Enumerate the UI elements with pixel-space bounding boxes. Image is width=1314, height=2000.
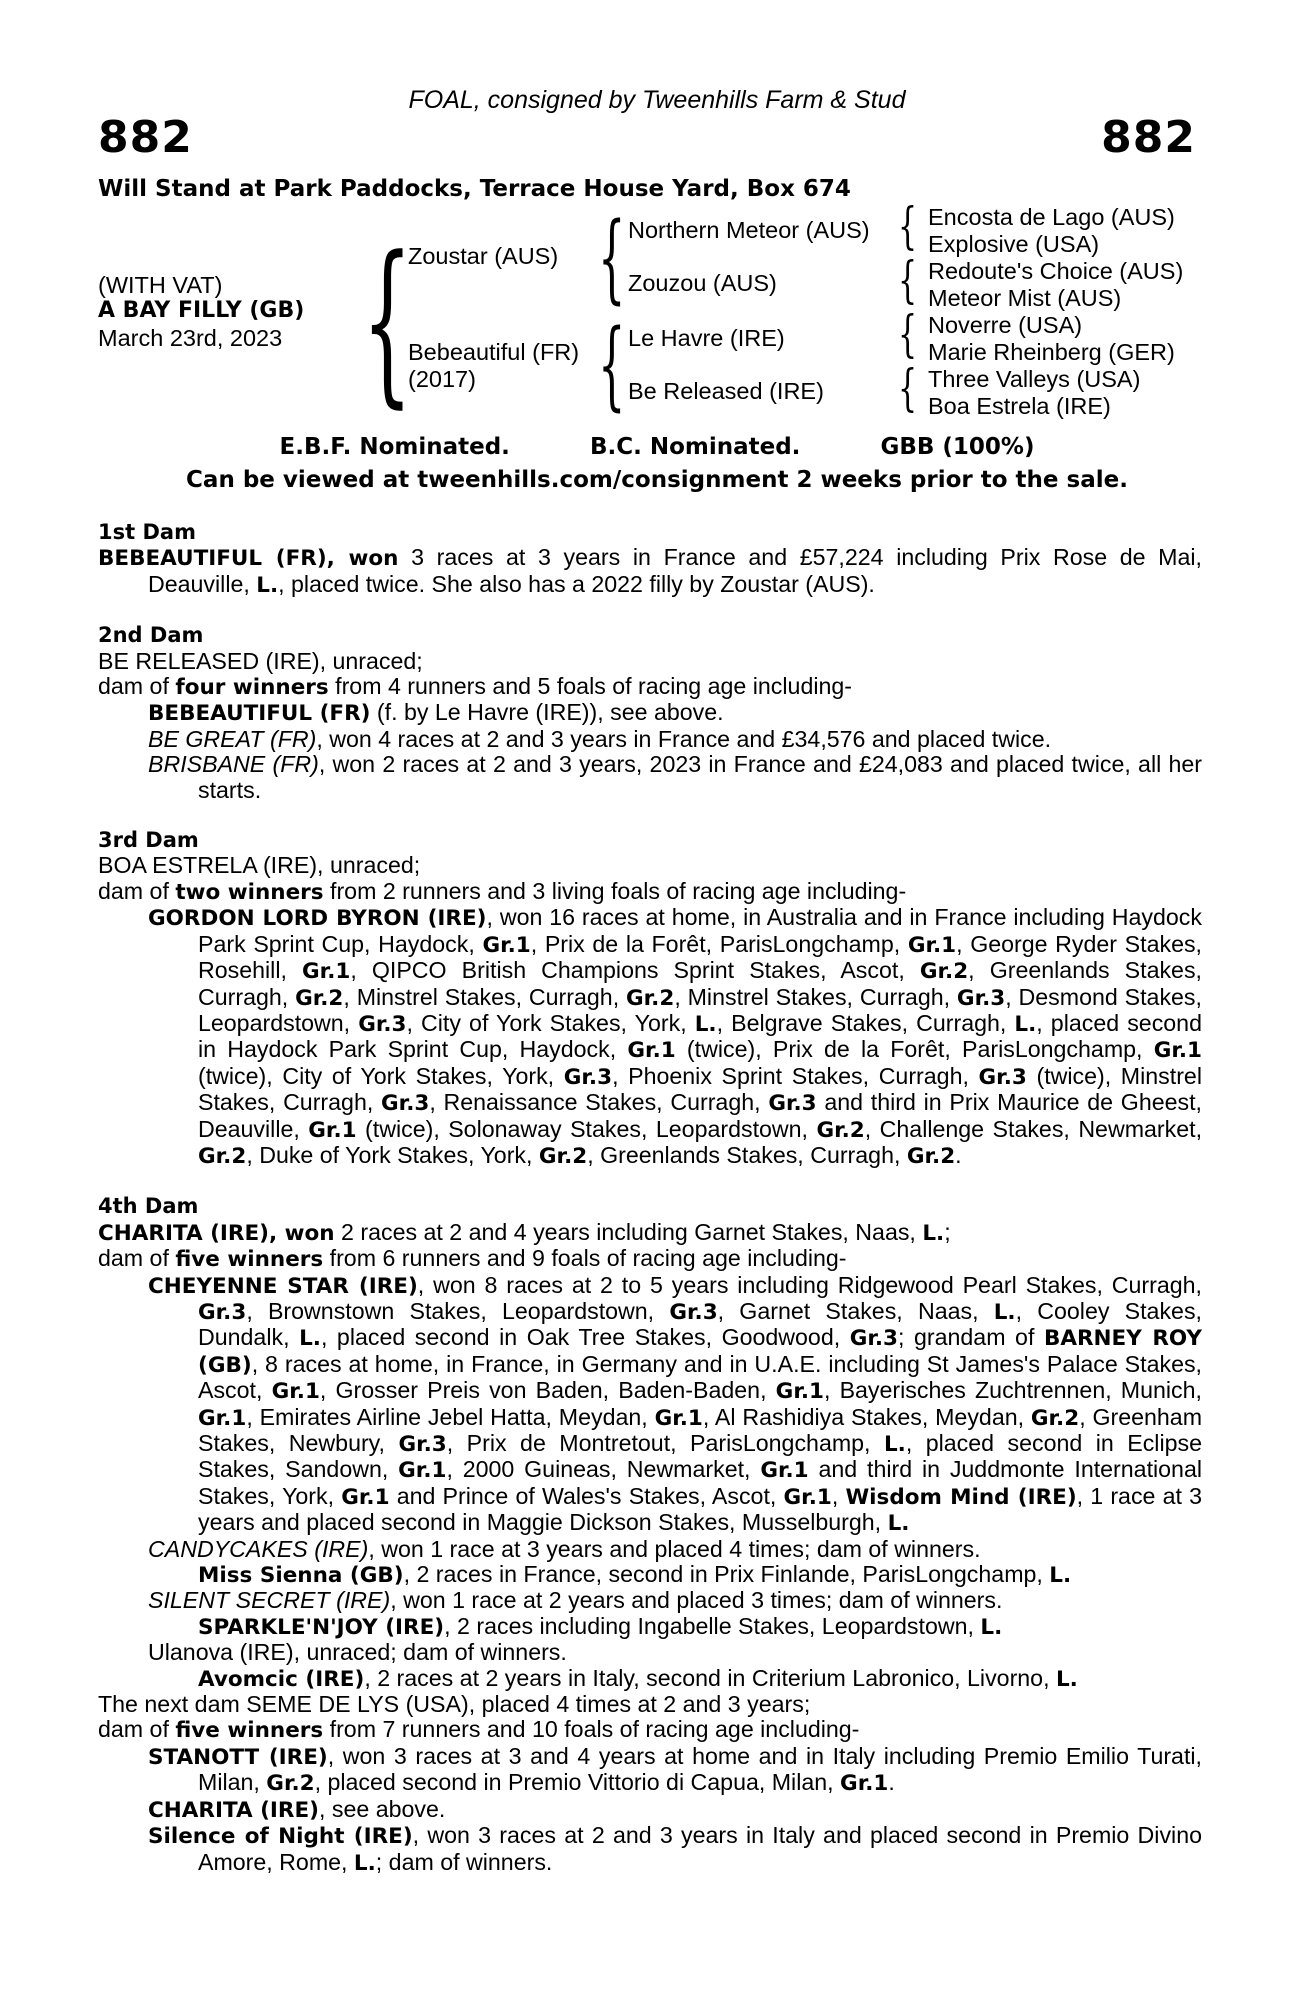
sire-dam: Zouzou (AUS) [628, 270, 777, 296]
dam-name: Bebeautiful (FR) [408, 339, 580, 365]
text: , Cooley Stakes, Dundalk, [198, 1297, 1202, 1351]
text: , Duke of York Stakes, York, [246, 1141, 539, 1168]
text: , won 3 races at 2 and 3 years in Italy and placed second in Premio Divino Amore, Rome, [198, 1822, 1202, 1875]
brace-g4: { [898, 359, 918, 417]
pedigree-paragraph [98, 853, 1202, 878]
text: and third in Juddmonte International Stakes, York, [198, 1456, 1203, 1509]
dam-heading: 1st Dam [98, 520, 196, 544]
brace-dam-parents: { [598, 309, 626, 421]
text: from 4 runners and 5 foals of racing age including- [328, 673, 853, 700]
bold-text: Gr.1 [783, 1484, 832, 1510]
viewing-note: Can be viewed at tweenhills.com/consignment 2 weeks prior to the sale. [186, 467, 1128, 493]
sire-name: Zoustar (AUS) [408, 243, 559, 269]
bold-text: CHARITA (IRE) [148, 1797, 319, 1823]
vat-note: (WITH VAT) [98, 272, 223, 298]
bold-text: Gr.1 [760, 1458, 809, 1484]
text: , won 2 races at 2 and 3 years, 2023 in France and £24,083 and placed twice, all her starts. [198, 751, 1202, 803]
italic-text: BRISBANE (FR) [148, 751, 319, 778]
bold-text: L. [256, 572, 279, 598]
text: (twice), Prix de la Forêt, ParisLongchamp, [675, 1036, 1154, 1063]
pedigree-paragraph [98, 545, 1202, 598]
dam-section [98, 623, 1202, 803]
text: , won 1 race at 2 years and placed 3 times; dam of winners. [390, 1587, 1003, 1614]
text: , Challenge Stakes, Newmarket, [864, 1115, 1203, 1142]
nominations-row [0, 434, 1314, 460]
text: , Minstrel Stakes, Curragh, [674, 983, 957, 1010]
bold-text: Gr.1 [627, 1038, 676, 1064]
pedigree-paragraph [98, 1717, 1202, 1743]
brace-g1: { [898, 197, 918, 255]
bold-text: Gr.3 [978, 1064, 1027, 1090]
bold-text: two winners [175, 879, 324, 905]
text: , Renaissance Stakes, Curragh, [429, 1089, 769, 1116]
text: , Desmond Stakes, Leopardstown, [198, 983, 1202, 1036]
bold-text: Gr.3 [563, 1064, 613, 1090]
dam-dam: Be Released (IRE) [628, 378, 824, 404]
text: , Greenham Stakes, Newbury, [198, 1403, 1203, 1456]
text: 2 races at 2 and 4 years including Garnet Stakes, Naas, [334, 1218, 923, 1245]
pedigree-paragraph [98, 1614, 1202, 1640]
text: (twice), Solonaway Stakes, Leopardstown, [356, 1115, 817, 1142]
pedigree-paragraph [98, 1744, 1202, 1797]
sire-sire: Northern Meteor (AUS) [628, 217, 870, 243]
bold-text: L. [993, 1299, 1016, 1325]
dam-heading: 4th Dam [98, 1194, 199, 1219]
brace-sire-parents: { [598, 202, 626, 314]
text: ; dam of winners. [375, 1848, 553, 1875]
bold-text: Gr.1 [907, 932, 957, 958]
bold-text: BEBEAUTIFUL (FR), won [98, 546, 399, 572]
bold-text: L. [922, 1220, 945, 1246]
bold-text: Gr.2 [626, 985, 675, 1011]
sire-sire-dam: Explosive (USA) [928, 231, 1100, 257]
pedigree-paragraph [98, 1246, 1202, 1272]
bold-text: Gr.3 [381, 1091, 430, 1117]
text: , Greenlands Stakes, Curragh, [587, 1141, 907, 1168]
text: . [888, 1769, 895, 1796]
pedigree-paragraph [98, 1797, 1202, 1823]
text: from 6 runners and 9 foals of racing age including- [323, 1245, 847, 1272]
text: Ulanova (IRE), unraced; dam of winners. [148, 1639, 567, 1666]
dam-dam-dam: Boa Estrela (IRE) [928, 393, 1111, 419]
bold-text: CHEYENNE STAR (IRE) [148, 1273, 418, 1299]
text: The next dam SEME DE LYS (USA), placed 4 times at 2 and 3 years; [98, 1691, 811, 1718]
pedigree-paragraph [98, 1220, 1202, 1246]
pedigree-paragraph [98, 1273, 1202, 1537]
bc-nomination: B.C. Nominated. [589, 434, 801, 460]
pedigree-paragraph [98, 1562, 1202, 1588]
bold-text: L. [353, 1850, 376, 1876]
text: , Greenlands Stakes, Curragh, [198, 957, 1202, 1010]
pedigree-paragraph [98, 1666, 1202, 1692]
lot-number-right: 882 [1101, 112, 1196, 163]
bold-text: Gr.1 [271, 1379, 320, 1405]
bold-text: Gr.2 [295, 985, 344, 1011]
text: , Prix de Montretout, ParisLongchamp, [446, 1430, 884, 1456]
text: , placed twice. She also has a 2022 filly by Zoustar (AUS). [278, 570, 875, 597]
italic-text: BE GREAT (FR) [148, 725, 317, 752]
gbb-status: GBB (100%) [880, 434, 1035, 460]
pedigree-paragraph [98, 727, 1202, 752]
text: from 7 runners and 10 foals of racing age including- [323, 1716, 860, 1743]
text: , Al Rashidiya Stakes, Meydan, [702, 1403, 1031, 1430]
consignor-line: FOAL, consigned by Tweenhills Farm & Stud [408, 86, 906, 114]
text: , Emirates Airline Jebel Hatta, Meydan, [246, 1403, 655, 1430]
horse-name: A BAY FILLY (GB) [98, 298, 305, 323]
bold-text: Gr.1 [398, 1458, 447, 1484]
bold-text: SPARKLE'N'JOY (IRE) [198, 1614, 445, 1640]
dam-section [98, 520, 1202, 598]
bold-text: Gr.2 [919, 959, 969, 985]
bold-text: Gr.1 [302, 959, 351, 985]
bold-text: Gr.2 [538, 1143, 588, 1169]
pedigree-paragraph [98, 752, 1202, 803]
dam-sire: Le Havre (IRE) [628, 325, 785, 351]
text: , won 3 races at 3 and 4 years at home and in Italy including Premio Emilio Turati, Milan, [198, 1742, 1202, 1796]
text: , Bayerisches Zuchtrennen, Munich, [823, 1377, 1202, 1404]
pedigree-paragraph [98, 1537, 1202, 1562]
catalogue-body [98, 520, 1202, 1901]
text: , Minstrel Stakes, Curragh, [343, 983, 626, 1010]
bold-text: L. [694, 1011, 717, 1037]
bold-text: five winners [175, 1718, 324, 1744]
text: , 8 races at home, in France, in Germany and in U.A.E. including St James's Palace Stakes, Ascot, [198, 1350, 1202, 1404]
bold-text: Gr.2 [906, 1143, 956, 1169]
dam-section [98, 828, 1202, 1169]
text: , Brownstown Stakes, Leopardstown, [246, 1297, 670, 1324]
bold-text: five winners [175, 1247, 324, 1273]
ebf-nomination: E.B.F. Nominated. [279, 434, 510, 460]
bold-text: Gr.3 [398, 1432, 447, 1457]
bold-text: Gr.1 [198, 1405, 247, 1431]
sire-sire-sire: Encosta de Lago (AUS) [928, 204, 1175, 230]
bold-text: four winners [175, 675, 329, 701]
bold-text: Gr.2 [1030, 1405, 1080, 1431]
text: BE RELEASED (IRE), unraced; [98, 647, 423, 674]
text: ; [944, 1218, 951, 1245]
bold-text: Avomcic (IRE) [198, 1666, 365, 1692]
bold-text: Gr.2 [198, 1143, 247, 1169]
bold-text: Gr.1 [654, 1405, 703, 1431]
text: (f. by Le Havre (IRE)), see above. [370, 699, 724, 726]
dam-sire-dam: Marie Rheinberg (GER) [928, 339, 1175, 365]
italic-text: CANDYCAKES (IRE) [148, 1535, 369, 1562]
text: ; grandam of [898, 1324, 1044, 1351]
brace-g3: { [898, 305, 918, 363]
pedigree-paragraph [98, 1588, 1202, 1613]
italic-text: SILENT SECRET (IRE) [148, 1587, 391, 1614]
text: dam of [98, 1245, 176, 1272]
bold-text: L. [887, 1511, 910, 1537]
bold-text: BEBEAUTIFUL (FR) [148, 701, 371, 727]
pedigree-paragraph [98, 649, 1202, 674]
pedigree-paragraph [98, 905, 1202, 1169]
bold-text: STANOTT (IRE) [148, 1744, 328, 1770]
text: dam of [98, 1716, 176, 1743]
text: , won 16 races at home, in Australia and in France including Haydock Park Sprint Cup, Haydock, [198, 904, 1202, 957]
bold-text: Silence of Night (IRE) [148, 1824, 413, 1850]
bold-text: Gr.3 [768, 1091, 817, 1117]
bold-text: Gr.1 [775, 1379, 824, 1405]
pedigree-paragraph [98, 674, 1202, 700]
bold-text: Gr.1 [308, 1117, 357, 1143]
brace-g2: { [898, 251, 918, 309]
brace-sire-dam: { [362, 219, 413, 424]
sire-dam-sire: Redoute's Choice (AUS) [928, 258, 1184, 284]
text: , George Ryder Stakes, Rosehill, [198, 930, 1203, 984]
pedigree-paragraph [98, 1692, 1202, 1717]
bold-text: L. [883, 1432, 906, 1457]
text: . [955, 1141, 962, 1168]
bold-text: Gr.1 [840, 1771, 889, 1797]
dam-dam-sire: Three Valleys (USA) [928, 366, 1141, 392]
text: and third in Prix Maurice de Gheest, Deauville, [198, 1089, 1202, 1142]
pedigree-paragraph [98, 879, 1202, 905]
bold-text: Gr.3 [849, 1326, 899, 1352]
text: , placed second in Haydock Park Sprint Cup, Haydock, [198, 1009, 1202, 1063]
bold-text: CHARITA (IRE), won [98, 1220, 335, 1246]
text: , see above. [318, 1795, 446, 1822]
text: from 2 runners and 3 living foals of racing age including- [323, 877, 907, 904]
text: BOA ESTRELA (IRE), unraced; [98, 852, 421, 879]
text: , placed second in Eclipse Stakes, Sandown, [198, 1430, 1202, 1483]
bold-text: GORDON LORD BYRON (IRE) [148, 906, 487, 932]
text: , placed second in Premio Vittorio di Capua, Milan, [314, 1769, 841, 1796]
text: (twice), City of York Stakes, York, [198, 1062, 564, 1089]
bold-text: Gr.1 [482, 932, 531, 958]
bold-text: Gr.3 [198, 1299, 247, 1325]
text: , [831, 1482, 846, 1509]
bold-text: Gr.3 [358, 1011, 407, 1037]
text: , Garnet Stakes, Naas, [717, 1297, 994, 1324]
text: , Prix de la Forêt, ParisLongchamp, [530, 930, 908, 957]
text: , 2000 Guineas, Newmarket, [446, 1456, 761, 1483]
foaling-date: March 23rd, 2023 [98, 325, 283, 351]
text: and Prince of Wales's Stakes, Ascot, [389, 1482, 784, 1509]
dam-year: (2017) [408, 366, 476, 392]
text: , won 8 races at 2 to 5 years including Ridgewood Pearl Stakes, Curragh, [417, 1271, 1202, 1298]
text: , Grosser Preis von Baden, Baden-Baden, [319, 1377, 776, 1404]
pedigree-paragraph [98, 1823, 1202, 1876]
bold-text: Gr.2 [816, 1117, 865, 1143]
text: dam of [98, 673, 176, 700]
text: , 2 races including Ingabelle Stakes, Leopardstown, [444, 1612, 981, 1639]
text: , City of York Stakes, York, [406, 1009, 695, 1036]
bold-text: Wisdom Mind (IRE) [845, 1484, 1077, 1510]
dam-heading: 2nd Dam [98, 623, 204, 648]
bold-text: L. [1014, 1011, 1037, 1037]
bold-text: BARNEY ROY (GB) [198, 1326, 1202, 1378]
text: , QIPCO British Champions Sprint Stakes, Ascot, [350, 957, 920, 984]
text: , Belgrave Stakes, Curragh, [716, 1009, 1015, 1036]
bold-text: Gr.3 [669, 1299, 718, 1325]
dam-section [98, 1194, 1202, 1876]
text: (twice), Minstrel Stakes, Curragh, [198, 1062, 1202, 1116]
bold-text: L. [299, 1326, 321, 1352]
bold-text: L. [980, 1614, 1003, 1640]
bold-text: Miss Sienna (GB) [198, 1563, 404, 1589]
stand-location: Will Stand at Park Paddocks, Terrace House Yard, Box 674 [98, 176, 851, 202]
bold-text: Gr.1 [1153, 1038, 1202, 1064]
text: , 1 race at 3 years and placed second in Maggie Dickson Stakes, Musselburgh, [198, 1482, 1202, 1536]
text: , 2 races at 2 years in Italy, second in Criterium Labronico, Livorno, [364, 1664, 1056, 1691]
bold-text: Gr.1 [341, 1484, 390, 1510]
dam-heading: 3rd Dam [98, 828, 199, 853]
text: , 2 races in France, second in Prix Finlande, ParisLongchamp, [403, 1561, 1050, 1588]
text: , Phoenix Sprint Stakes, Curragh, [612, 1062, 979, 1089]
lot-number-left: 882 [98, 112, 193, 163]
text: , placed second in Oak Tree Stakes, Goodwood, [320, 1324, 850, 1351]
bold-text: Gr.3 [956, 985, 1006, 1011]
bold-text: Gr.2 [266, 1771, 315, 1797]
text: , won 4 races at 2 and 3 years in France and £34,576 and placed twice. [316, 725, 1052, 752]
dam-sire-sire: Noverre (USA) [928, 312, 1083, 338]
bold-text: L. [1049, 1563, 1072, 1589]
text: dam of [98, 877, 176, 904]
text: , won 1 race at 3 years and placed 4 times; dam of winners. [368, 1535, 981, 1562]
pedigree-paragraph [98, 700, 1202, 726]
sire-dam-dam: Meteor Mist (AUS) [928, 285, 1122, 311]
text: 3 races at 3 years in France and £57,224 including Prix Rose de Mai, Deauville, [148, 544, 1202, 597]
pedigree-paragraph [98, 1640, 1202, 1665]
bold-text: L. [1055, 1666, 1078, 1692]
